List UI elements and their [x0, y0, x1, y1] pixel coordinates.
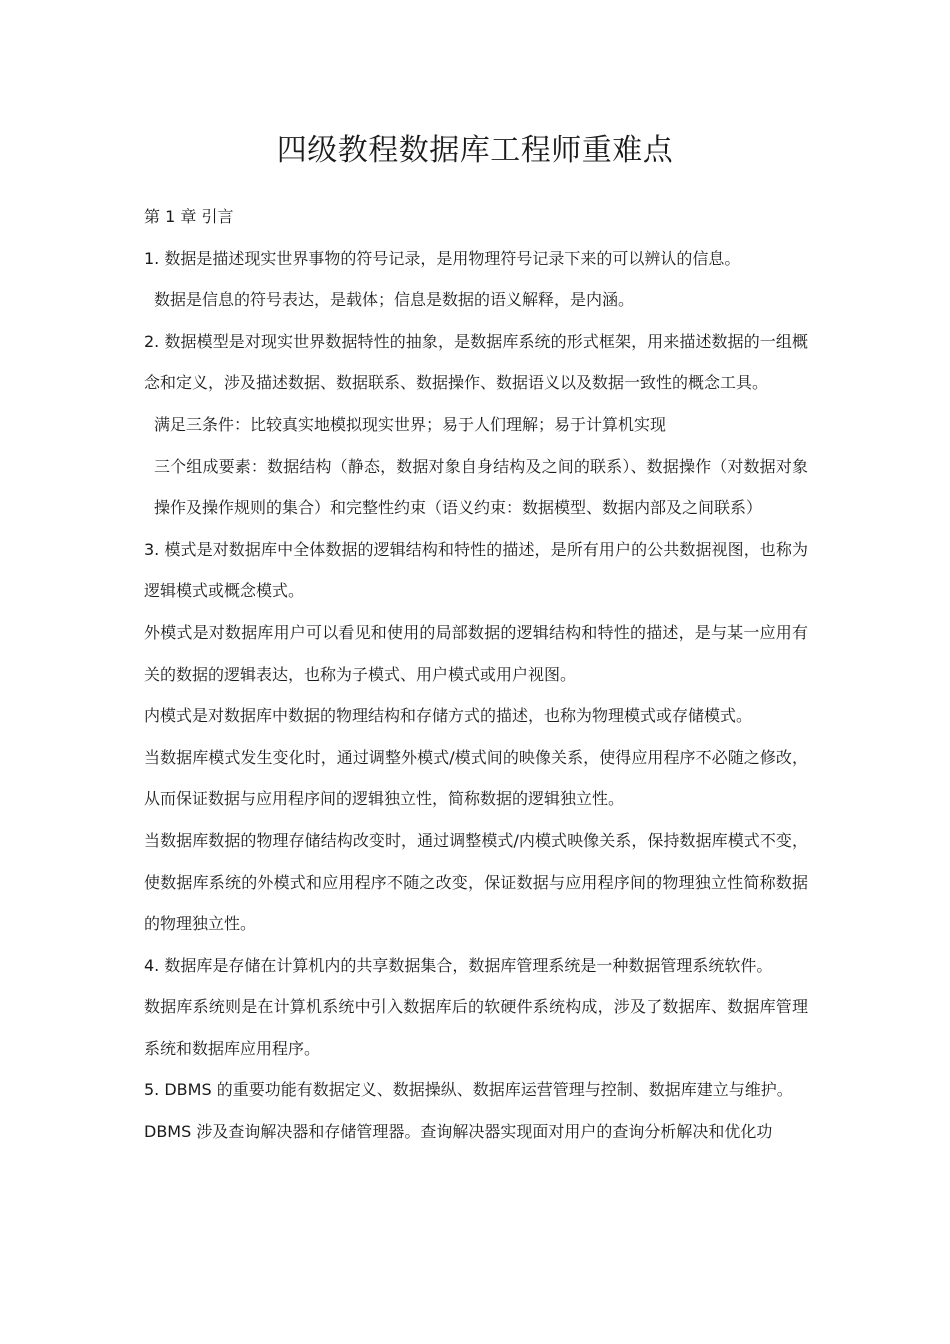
- paragraph-1: 1. 数据是描述现实世界事物的符号记录，是用物理符号记录下来的可以辨认的信息。: [144, 248, 741, 268]
- paragraph-3-internal-schema: 内模式是对数据库中数据的物理结构和存储方式的描述，也称为物理模式或存储模式。: [144, 706, 753, 726]
- paragraph-5-components: DBMS 涉及查询解决器和存储管理器。查询解决器实现面对用户的查询分析解决和优化功: [144, 1122, 773, 1142]
- paragraph-4: 4. 数据库是存储在计算机内的共享数据集合，数据库管理系统是一种数据管理系统软件。: [144, 955, 773, 975]
- paragraph-1-note: 数据是信息的符号表达，是载体；信息是数据的语义解释，是内涵。: [154, 290, 635, 310]
- paragraph-2-conditions: 满足三条件：比较真实地模拟现实世界；易于人们理解；易于计算机实现: [154, 414, 667, 434]
- chapter-heading: 第 1 章 引言: [144, 207, 234, 226]
- document-title: 四级教程数据库工程师重难点: [276, 133, 674, 168]
- paragraph-3-physical-independence: 当数据库数据的物理存储结构改变时，通过调整模式/内模式映像关系，保持数据库模式不变，使数据库系统的外模式和应用程序不随之改变，保证数据与应用程序间的物理独立性简称数据的物理独立性。: [144, 830, 808, 934]
- paragraph-4-system: 数据库系统则是在计算机系统中引入数据库后的软硬件系统构成，涉及了数据库、数据库管理系统和数据库应用程序。: [144, 997, 808, 1058]
- paragraph-3-external-schema: 外模式是对数据库用户可以看见和使用的局部数据的逻辑结构和特性的描述，是与某一应用有关的数据的逻辑表达，也称为子模式、用户模式或用户视图。: [144, 622, 808, 684]
- paragraph-3-logical-independence: 当数据库模式发生变化时，通过调整外模式/模式间的映像关系，使得应用程序不必随之修改，从而保证数据与应用程序间的逻辑独立性，简称数据的逻辑独立性。: [144, 747, 808, 809]
- paragraph-3: 3. 模式是对数据库中全体数据的逻辑结构和特性的描述，是所有用户的公共数据视图，也称为逻辑模式或概念模式。: [144, 539, 808, 601]
- paragraph-2: 2. 数据模型是对现实世界数据特性的抽象，是数据库系统的形式框架，用来描述数据的一组概念和定义，涉及描述数据、数据联系、数据操作、数据语义以及数据一致性的概念工具。: [144, 331, 808, 393]
- paragraph-5: 5. DBMS 的重要功能有数据定义、数据操纵、数据库运营管理与控制、数据库建立与维护。: [144, 1080, 793, 1100]
- document-body: [144, 196, 808, 1153]
- paragraph-2-elements: 三个组成要素：数据结构（静态，数据对象自身结构及之间的联系）、数据操作（对数据对象操作及操作规则的集合）和完整性约束（语义约束：数据模型、数据内部及之间联系）: [154, 456, 808, 518]
